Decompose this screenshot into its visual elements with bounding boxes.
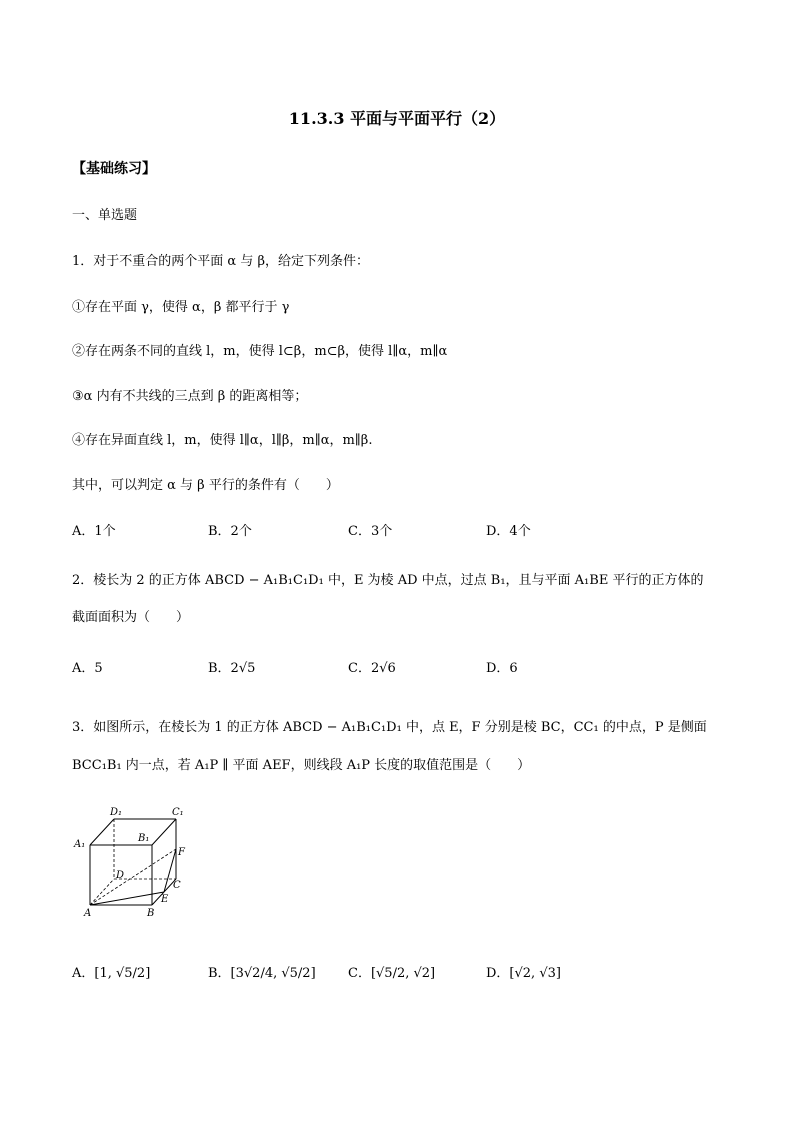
q1-option-c: C．3个 — [348, 524, 393, 539]
label-d: D — [116, 870, 125, 881]
question-type-heading: 一、单选题 — [72, 208, 138, 223]
q2-line-1: 2．棱长为 2 的正方体 ABCD − A₁B₁C₁D₁ 中，E 为棱 AD 中点，过点 B₁，且与平面 A₁BE 平行的正方体的 — [72, 573, 704, 588]
label-f: F — [178, 847, 185, 858]
label-b1: B₁ — [138, 833, 150, 844]
edge-a1d1 — [90, 819, 114, 845]
q1-option-b: B．2个 — [208, 524, 252, 539]
q1-condition-3: ③α 内有不共线的三点到 β 的距离相等； — [72, 389, 308, 404]
q2-option-c: C．2√6 — [348, 661, 396, 676]
q1-option-d: D．4个 — [486, 524, 531, 539]
q1-condition-2: ②存在两条不同的直线 l，m，使得 l⊂β，m⊂β，使得 l∥α，m∥α — [72, 344, 448, 359]
q2-option-d: D．6 — [486, 661, 518, 676]
page-title: 11.3.3 平面与平面平行（2） — [288, 109, 506, 128]
cube-figure — [70, 805, 200, 920]
label-c: C — [173, 880, 181, 891]
q3-option-d: D．[√2, √3] — [486, 966, 561, 981]
q1-condition-1: ①存在平面 γ，使得 α，β 都平行于 γ — [72, 300, 290, 315]
q3-line-1: 3．如图所示，在棱长为 1 的正方体 ABCD − A₁B₁C₁D₁ 中，点 E，F 分别是棱 BC，CC₁ 的中点，P 是侧面 — [72, 720, 707, 735]
segment-ae — [90, 892, 164, 905]
q2-option-a: A．5 — [72, 661, 103, 676]
q1-stem: 1．对于不重合的两个平面 α 与 β，给定下列条件： — [72, 254, 369, 269]
q3-option-a: A．[1, √5/2] — [72, 966, 151, 981]
label-c1: C₁ — [172, 807, 184, 818]
section-label: 【基础练习】 — [72, 161, 156, 177]
label-a: A — [84, 908, 92, 919]
q2-line-2: 截面面积为（ ） — [72, 610, 190, 625]
edge-b1c1 — [152, 819, 176, 845]
q2-option-b: B．2√5 — [208, 661, 256, 676]
q1-condition-4: ④存在异面直线 l，m，使得 l∥α，l∥β，m∥α，m∥β. — [72, 433, 373, 448]
label-d1: D₁ — [110, 807, 123, 818]
label-e: E — [161, 894, 169, 905]
q3-option-b: B．[3√2/4, √5/2] — [208, 966, 316, 981]
q1-question: 其中，可以判定 α 与 β 平行的条件有（ ） — [72, 478, 339, 493]
label-b: B — [147, 908, 155, 919]
q1-option-a: A．1个 — [72, 524, 116, 539]
label-a1: A₁ — [74, 839, 86, 850]
q3-option-c: C．[√5/2, √2] — [348, 966, 436, 981]
q3-line-2: BCC₁B₁ 内一点，若 A₁P ∥ 平面 AEF，则线段 A₁P 长度的取值范围是（ ） — [72, 758, 531, 773]
